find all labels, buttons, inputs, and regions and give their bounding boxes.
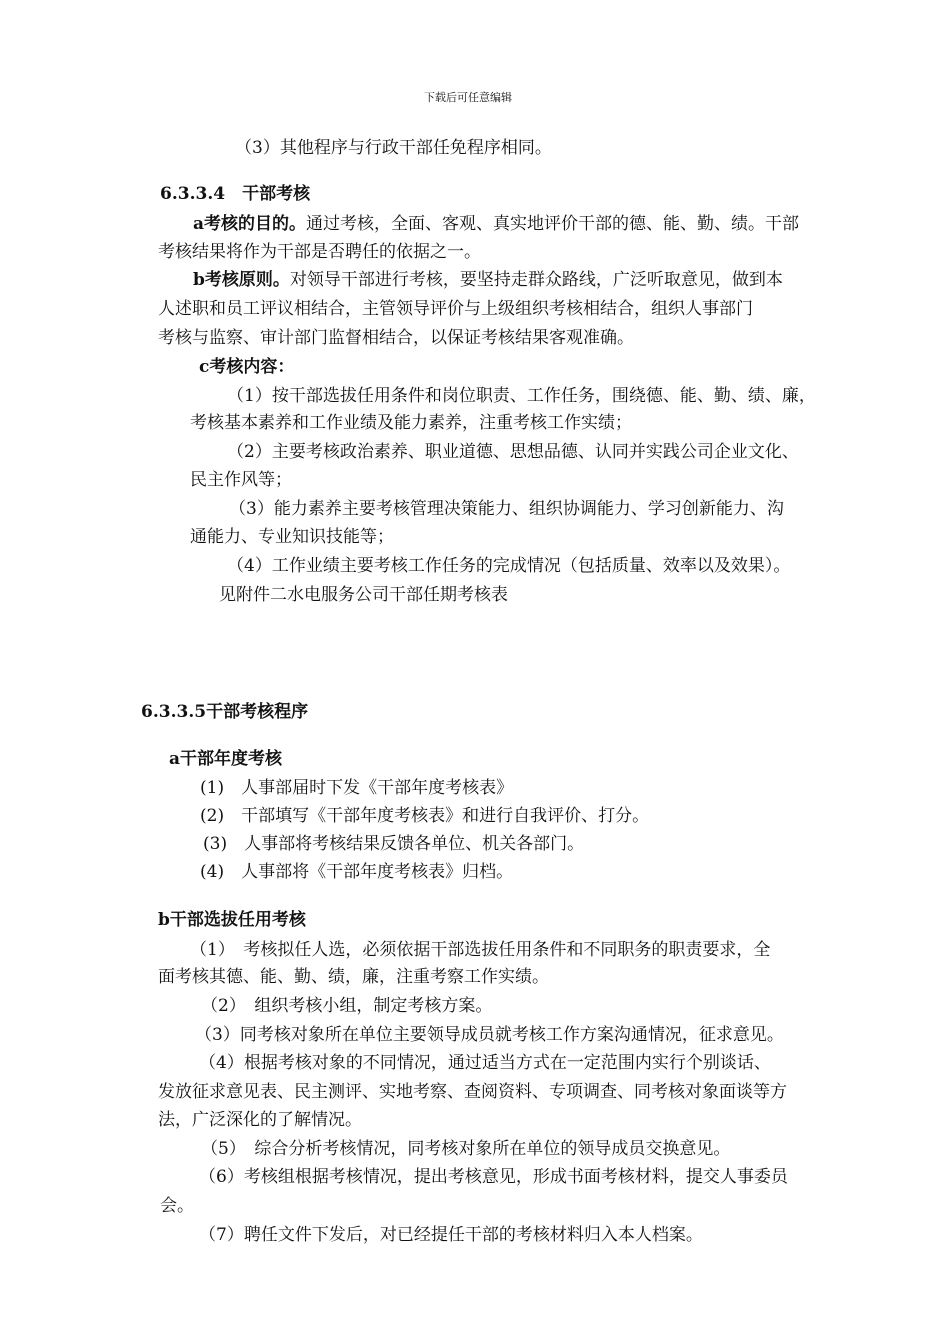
- selection-item-4-line-1: （4）根据考核对象的不同情况，通过适当方式在一定范围内实行个别谈话、: [199, 1053, 771, 1073]
- selection-item-4-line-2: 发放征求意见表、民主测评、实地考察、查阅资料、专项调查、同考核对象面谈等方: [158, 1082, 787, 1102]
- paragraph-a-purpose: [193, 212, 799, 236]
- page-header: 下载后可任意编辑: [424, 91, 512, 104]
- c-content-label: c考核内容：: [199, 357, 295, 377]
- selection-item-3: （3）同考核对象所在单位主要领导成员就考核工作方案沟通情况，征求意见。: [195, 1025, 784, 1045]
- annual-item-3: (3) 人事部将考核结果反馈各单位、机关各部门。: [203, 834, 585, 854]
- selection-item-4-line-3: 法，广泛深化的了解情况。: [158, 1110, 362, 1130]
- paragraph-b-principle: [193, 268, 783, 292]
- selection-item-6-line-1: （6）考核组根据考核情况，提出考核意见，形成书面考核材料，提交人事委员: [199, 1167, 788, 1187]
- annual-item-4: (4) 人事部将《干部年度考核表》归档。: [200, 862, 514, 882]
- selection-item-1-line-1: （1） 考核拟任人选，必须依据干部选拔任用条件和不同职务的职责要求，全: [190, 940, 771, 960]
- selection-item-7: （7）聘任文件下发后，对已经提任干部的考核材料归入本人档案。: [199, 1225, 703, 1245]
- b-principle-text: 对领导干部进行考核，要坚持走群众路线，广泛听取意见，做到本: [289, 270, 783, 290]
- selection-item-2: （2） 组织考核小组，制定考核方案。: [201, 996, 493, 1016]
- selection-item-1-line-2: 面考核其德、能、勤、绩，廉，注重考察工作实绩。: [158, 967, 549, 987]
- c-item-1-line-1: （1）按干部选拔任用条件和岗位职责、工作任务，围绕德、能、勤、绩、廉，: [227, 386, 816, 406]
- b-principle-label: b考核原则。: [193, 270, 290, 290]
- c-item-4-line-1: （4）工作业绩主要考核工作任务的完成情况（包括质量、效率以及效果）。: [227, 556, 791, 576]
- subheading-annual-review: a干部年度考核: [169, 749, 283, 769]
- c-item-3-line-2: 通能力、专业知识技能等；: [190, 527, 394, 547]
- paragraph-a-purpose-cont: 考核结果将作为干部是否聘任的依据之一。: [158, 242, 481, 262]
- c-item-2-line-1: （2）主要考核政治素养、职业道德、思想品德、认同并实践公司企业文化、: [227, 442, 799, 462]
- annual-item-2: (2) 干部填写《干部年度考核表》和进行自我评价、打分。: [200, 806, 650, 826]
- attachment-reference: 见附件二水电服务公司干部任期考核表: [219, 585, 508, 605]
- paragraph-b-principle-cont-1: 人述职和员工评议相结合，主管领导评价与上级组织考核相结合，组织人事部门: [158, 299, 753, 319]
- c-item-1-line-2: 考核基本素养和工作业绩及能力素养，注重考核工作实绩；: [190, 413, 632, 433]
- paragraph-prev-item-3: （3）其他程序与行政干部任免程序相同。: [235, 138, 552, 158]
- a-purpose-label: a考核的目的。: [193, 214, 307, 234]
- c-item-3-line-1: （3）能力素养主要考核管理决策能力、组织协调能力、学习创新能力、沟: [229, 499, 784, 519]
- section-heading-6335: 6.3.3.5干部考核程序: [141, 702, 309, 722]
- section-heading-6334: 6.3.3.4 干部考核: [160, 184, 311, 204]
- c-item-2-line-2: 民主作风等；: [190, 470, 292, 490]
- selection-item-6-line-2: 会。: [160, 1196, 194, 1216]
- subheading-selection-review: b干部选拔任用考核: [158, 910, 306, 930]
- a-purpose-text: 通过考核，全面、客观、真实地评价干部的德、能、勤、绩。干部: [306, 214, 800, 234]
- paragraph-b-principle-cont-2: 考核与监察、审计部门监督相结合，以保证考核结果客观准确。: [158, 328, 634, 348]
- annual-item-1: (1) 人事部届时下发《干部年度考核表》: [200, 778, 514, 798]
- selection-item-5: （5） 综合分析考核情况，同考核对象所在单位的领导成员交换意见。: [201, 1139, 731, 1159]
